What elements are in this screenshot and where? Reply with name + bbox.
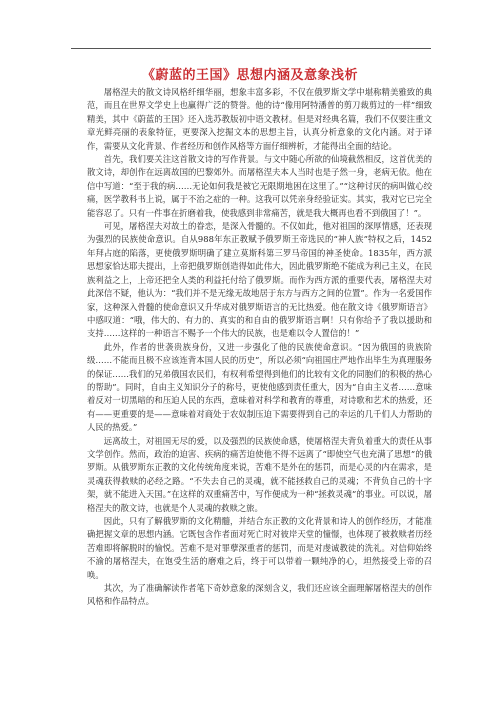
page-title: 《蔚蓝的王国》思想内涵及意象浅析 (141, 68, 358, 83)
paragraph-6: 因此，只有了解俄罗斯的文化精髓，并结合东正教的文化背景和诗人的创作经历，才能准确把握文章的思想内涵。它既包含作者面对死亡时对彼岸天堂的憧憬，也体现了被救赎者历经苦难即将解脱时的愉悦。苦难不是对罪孽深重者的惩罚，而是对虔诚教徒的洗礼。对信仰始终不渝的屠格涅夫，在饱受生活的磨难之后，终于可以带着一颗纯净的心，坦然接受上帝的召唤。 (87, 516, 432, 580)
header-rule (71, 48, 431, 49)
paragraph-3: 可见，屠格涅夫对故土的眷恋，是深入骨髓的。不仅如此，他对祖国的深厚情感，还表现为强烈的民族使命意识。自从988年东正教赋予俄罗斯王帝选民的“神人族”特权之后，1452年拜占庭的陷落，更使俄罗斯明确了建立莫斯科第三罗马帝国的神圣使命。1835年，西方派思想家恰达耶夫提出，上帝把俄罗斯创造得如此伟大，因此俄罗斯绝不能成为利己主义，在民族利益之上，上帝还把全人类的利益托付给了俄罗斯。而作为西方派的重要代表，屠格涅夫对此深信不疑，他认为：“我们并不是无缘无故地居于东方与西方之间的位置”。作为一名爱国作家，这种深入骨髓的使命意识又升华成对俄罗斯语言的无比热爱。他在散文诗《俄罗斯语言》中感叹道：“哦，伟大的、有力的、真实的和自由的俄罗斯语言啊！只有你给予了我以援助和支持……这样的一种语言不赐予一个伟大的民族，也是难以令人置信的！” (87, 221, 432, 339)
paragraph-2: 首先，我们要关注这首散文诗的写作背景。与文中随心所欲的仙境截然相反，这首优美的散文诗，却创作在远离故国的巴黎郊外。而屠格涅夫本人当时也是子然一身，老病无依。他在信中写道：“至于我的病……无论如何我是被它无限期地困在这里了。”“这种讨厌的病叫做心绞痛，医学教科书上说，属于不治之症的一种。这我可以凭亲身经验证实。其实，我对它已完全能容忍了。只有一件事在折磨着我，使我感到非常痛苦，就是我大概再也看不到俄国了！”。 (87, 154, 432, 218)
article-body (87, 86, 432, 609)
paragraph-4: 此外，作者的世袭贵族身份，又进一步强化了他的民族使命意识。“因为俄国的贵族阶级……不能而且极不应该连背本国人民的历史”，所以必须“向祖国庄严地作出毕生为真理服务的保证……我们的兄弟俄国农民们，有权利希望得到他们的比较有文化的同胞们的积极的热心的帮助”。同时，自由主义知识分子的称号，更使他感到责任重大，因为“自由主义者……意味着反对一切黑暗的和压迫人民的东西，意味着对科学和教育的尊重，对诗歌和艺术的热爱，还有——更重要的是——意味着对商处于农奴制压迫下需要得到自己的幸运的几千们人力帮助的人民的热爱。” (87, 341, 432, 433)
paragraph-7: 其次，为了准确解读作者笔下奇妙意象的深刻含义，我们还应该全面理解屠格涅夫的创作风格和作品特点。 (87, 583, 432, 607)
paragraph-1: 屠格涅夫的散文诗风格纤细华丽，想象丰富多彩，不仅在俄罗斯文学中堪称精美雅致的典范，而且在世界文学史上也赢得广泛的赞誉。他的诗“像用阿特潘普的剪刀裁剪过的一样”细致精美，其中《蔚蓝的王国》还入选苏教版初中语文教材。但是对经典名篇，我们不仅要注重文章光鲜亮丽的表象特征，更要深入挖掘文本的思想主旨，认真分析意象的文化内涵。对于译作，需要从文化背景、作者经历和创作风格等方面仔细辨析，才能得出全面的结论。 (87, 87, 432, 151)
paragraph-5: 远离故土，对祖国无尽的爱，以及强烈的民族使命感，使屠格涅夫背负着重大的责任从事文学创作。然而，政治的迫害、疾病的痛苦迫使他不得不远离了“即使空气也充满了思想”的俄罗斯。从俄罗斯东正教的文化传统角度来说，苦难不是外在的惩罚，而是心灵的内在需求，是灵魂获得救赎的必经之路。“不失去自己的灵魂，就不能拯救自己的灵魂；不背负自己的十字架，就不能进入天国。”在这样的双重痛苦中，写作便成为一种“拯救灵魂”的事业。可以说，屠格涅夫的散文诗，也就是个人灵魂的救赎之旅。 (87, 435, 432, 513)
